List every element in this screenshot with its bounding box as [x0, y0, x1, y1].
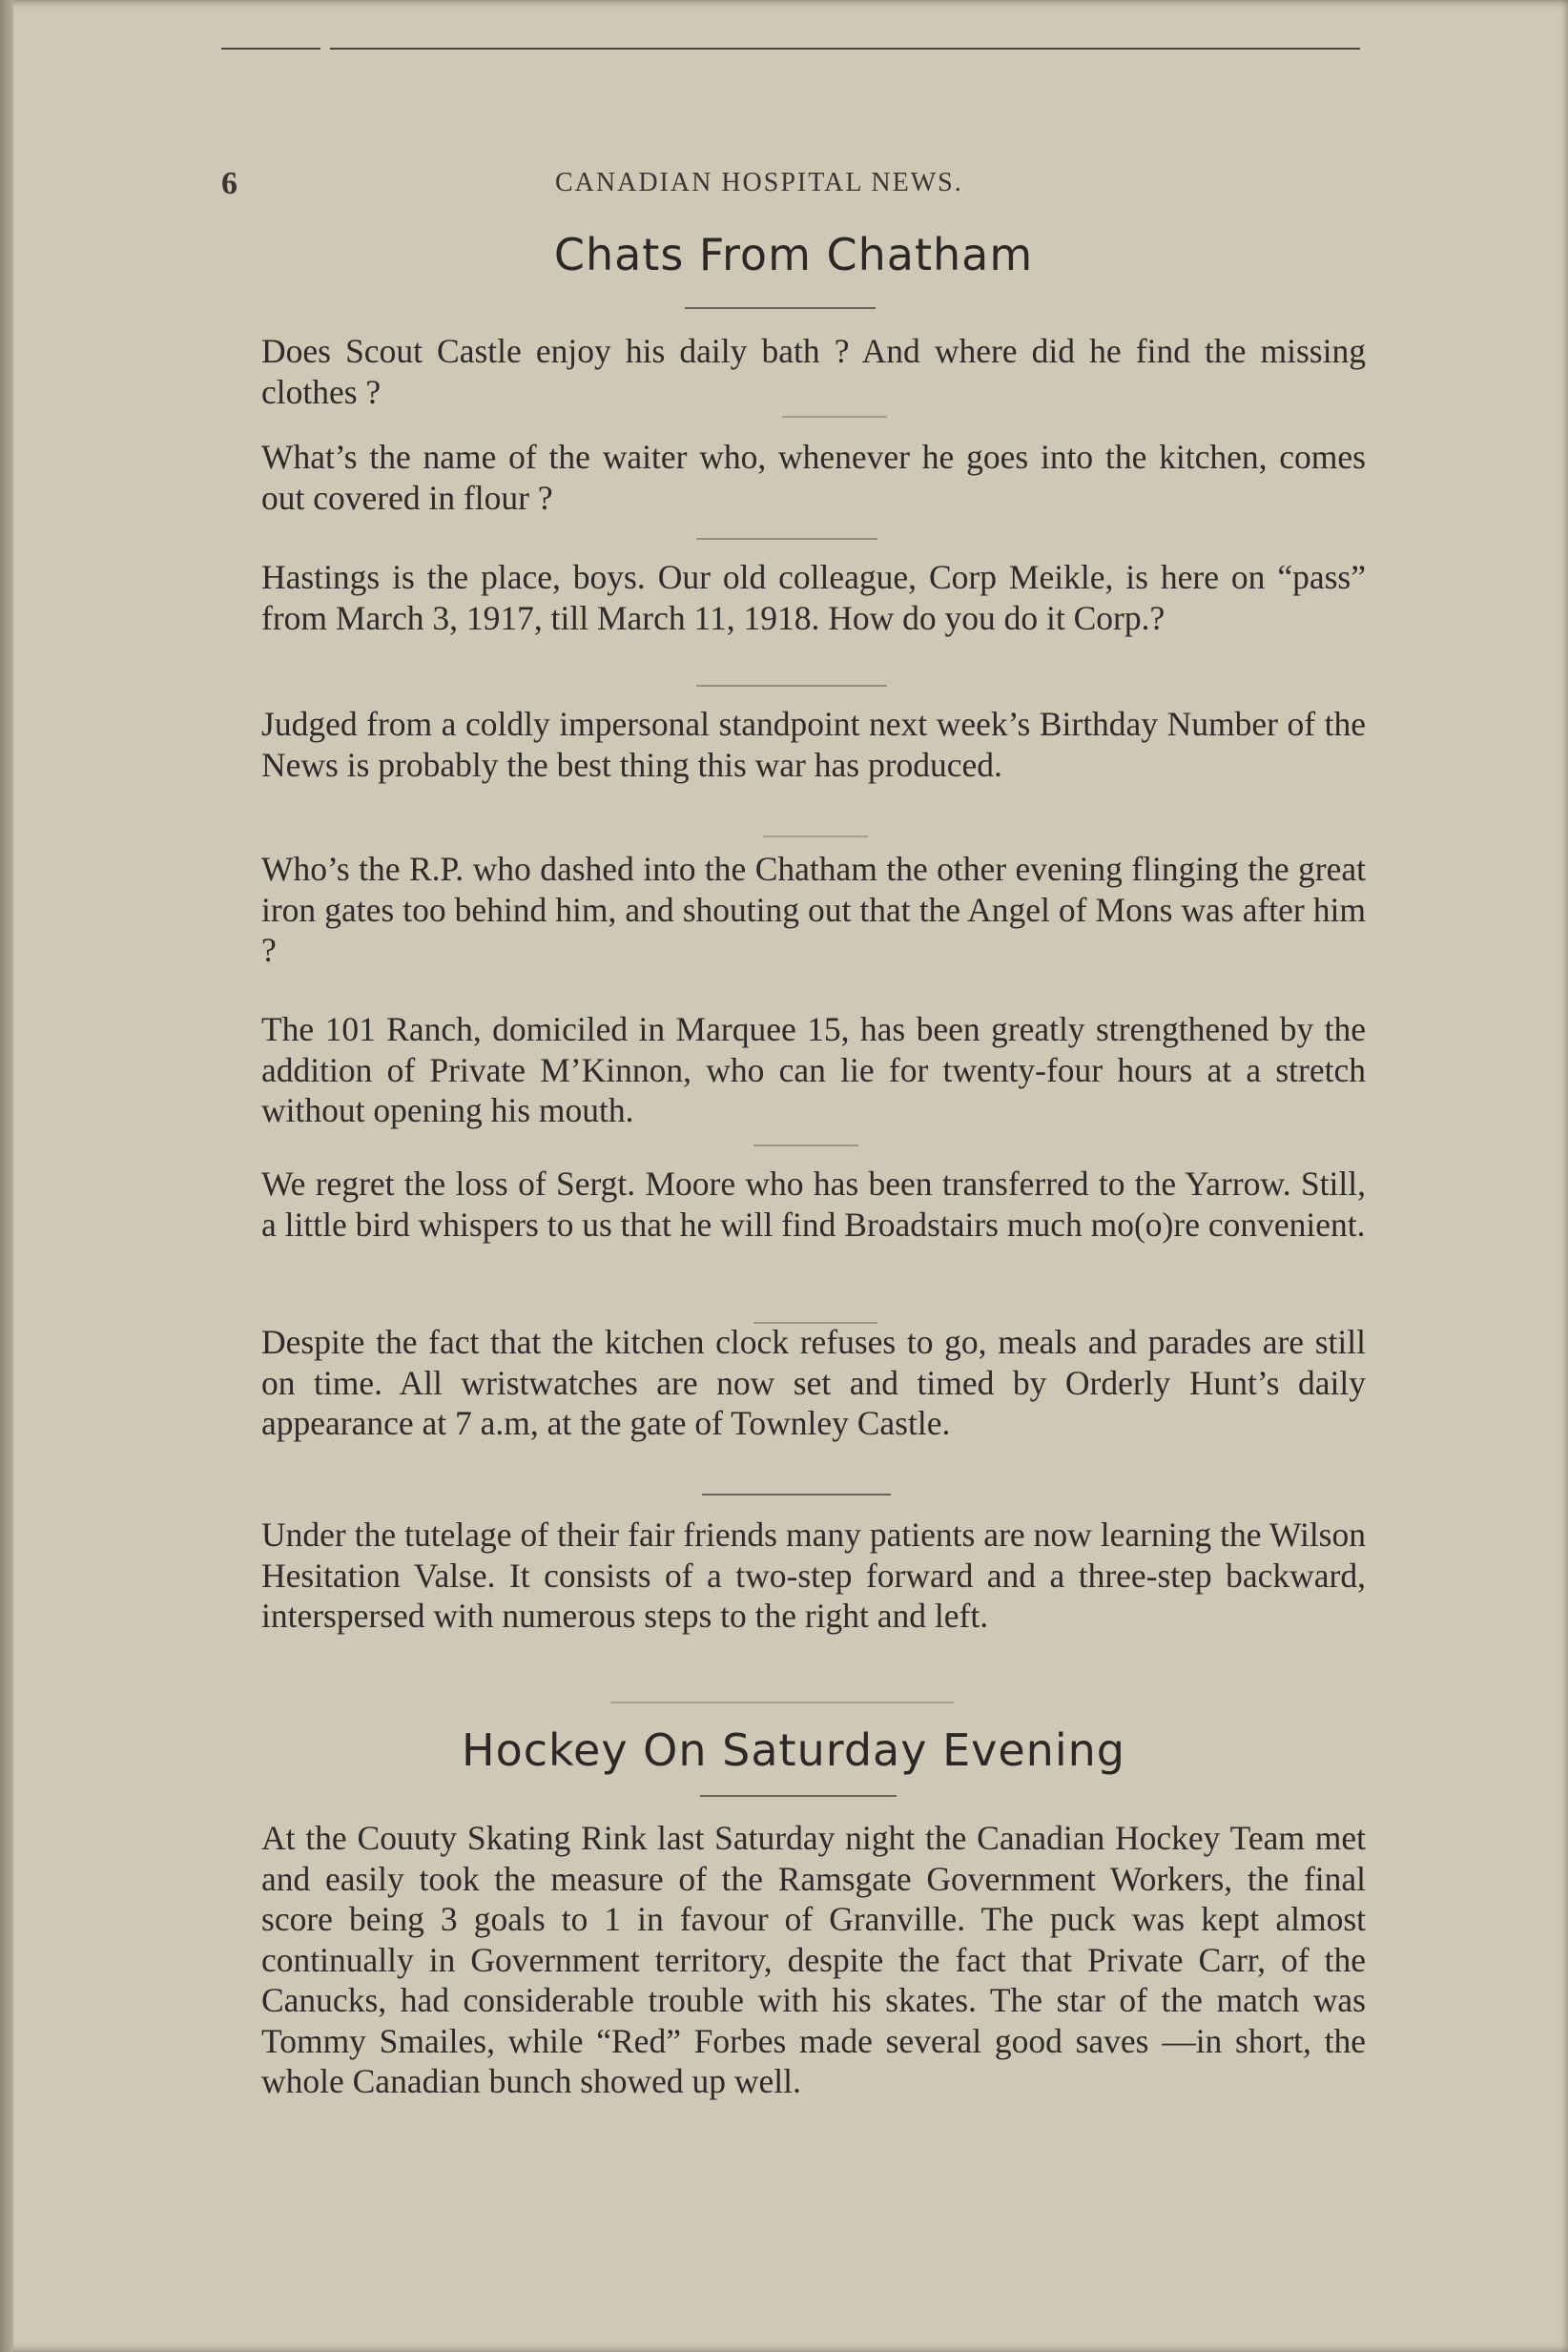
paragraph — [221, 849, 1366, 971]
section-title-chats-from-chatham: Chats From Chatham — [553, 229, 1034, 280]
paragraph — [221, 1818, 1366, 2102]
paragraph — [221, 1322, 1366, 1444]
paragraph — [221, 331, 1366, 412]
paragraph — [221, 557, 1366, 638]
separator-rule — [702, 1494, 891, 1496]
header-rule-main — [330, 48, 1360, 50]
separator-rule — [696, 538, 877, 540]
separator-rule — [753, 1145, 858, 1146]
paragraph-text: The 101 Ranch, domiciled in Marquee 15, has been greatly strengthened by the addition of Private M’Kinnon, who can lie for twenty-four hours at a stretch without opening his mouth. — [261, 1010, 1366, 1129]
title-rule — [685, 307, 876, 309]
book-spine-shadow — [0, 0, 13, 2352]
header-rule-left — [221, 48, 320, 50]
paragraph-text: Who’s the R.P. who dashed into the Chatham the other evening flinging the great iron gates too behind him, and shouting out that the Angel of Mons was after him ? — [261, 850, 1366, 969]
paragraph-text: At the Couuty Skating Rink last Saturday night the Canadian Hockey Team met and easily took the measure of the Ramsgate Government Workers, the final score being 3 goals to 1 in favour of Granville. The puck was kept almost continually in Government territory, despite the fact that Private Carr, of the Canucks, had considerable trouble with his skates. The star of the match was Tommy Smailes, while “Red” Forbes made several good saves —in short, the whole Canadian bunch showed up well. — [261, 1819, 1366, 2100]
page-number: 6 — [221, 166, 237, 201]
paragraph-text: Does Scout Castle enjoy his daily bath ? And where did he find the missing clothes ? — [261, 332, 1366, 411]
paragraph-text: Under the tutelage of their fair friends many patients are now learning the Wilson Hesitation Valse. It consists of a two-step forward and a three-step backward, interspersed with numerous steps to the right and left. — [261, 1516, 1366, 1635]
paragraph-text: What’s the name of the waiter who, whenever he goes into the kitchen, comes out covered in flour ? — [261, 438, 1366, 517]
separator-rule — [696, 685, 887, 687]
paragraph — [221, 1515, 1366, 1637]
separator-rule — [763, 836, 868, 837]
paragraph-text: Despite the fact that the kitchen clock refuses to go, meals and parades are still on time. All wristwatches are now set and timed by Orderly Hunt’s daily appearance at 7 a.m, at the gate of Townley Castle. — [261, 1323, 1366, 1442]
separator-rule — [782, 416, 887, 418]
paragraph — [221, 437, 1366, 518]
section-title-hockey-on-saturday-evening: Hockey On Saturday Evening — [462, 1724, 1125, 1776]
paragraph — [221, 1009, 1366, 1131]
title-rule — [700, 1795, 897, 1797]
paragraph-text: We regret the loss of Sergt. Moore who has been transferred to the Yarrow. Still, a little bird whispers to us that he will find Broadstairs much mo(o)re convenient. — [261, 1165, 1366, 1244]
running-title: CANADIAN HOSPITAL NEWS. — [555, 168, 963, 197]
paragraph-text: Hastings is the place, boys. Our old colleague, Corp Meikle, is here on “pass” from March 3, 1917, till March 11, 1918. How do you do it Corp.? — [261, 558, 1366, 637]
paragraph — [221, 1164, 1366, 1245]
paragraph-text: Judged from a coldly impersonal standpoint next week’s Birthday Number of the News is probably the best thing this war has produced. — [261, 705, 1366, 784]
page-header — [221, 160, 1366, 208]
paragraph — [221, 704, 1366, 785]
section-break-rule — [610, 1702, 954, 1703]
